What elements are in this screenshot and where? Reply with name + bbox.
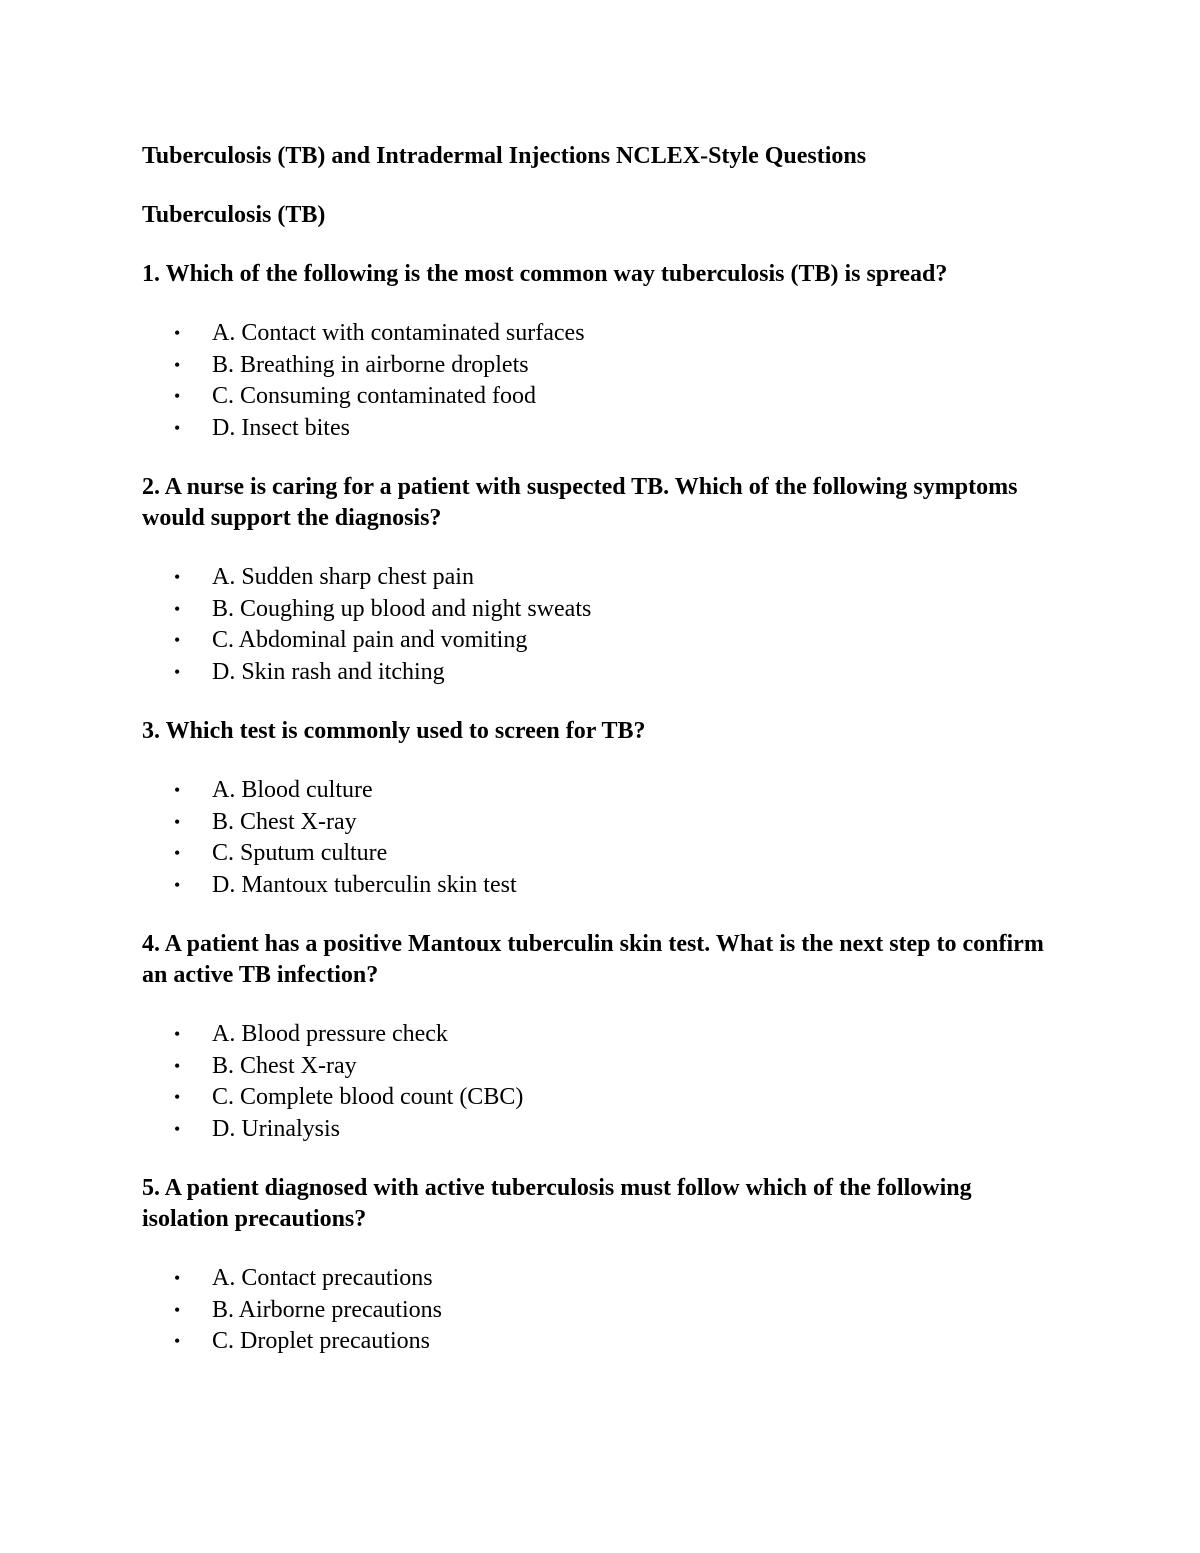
answer-option [142, 350, 1062, 382]
answer-option [142, 775, 1062, 807]
answer-option [142, 1114, 1062, 1146]
question-2 [142, 472, 1062, 688]
bullet-icon: • [174, 1055, 181, 1076]
answer-option [142, 838, 1062, 870]
option-text: B. Coughing up blood and night sweats [212, 595, 592, 622]
option-text: C. Complete blood count (CBC) [212, 1084, 524, 1110]
answer-option [142, 657, 1062, 689]
answer-option [142, 1019, 1062, 1051]
question-text: 5. A patient diagnosed with active tuberculosis must follow which of the following isolation precautions? [142, 1175, 972, 1232]
answer-option [142, 870, 1062, 902]
question-text: 4. A patient has a positive Mantoux tuberculin skin test. What is the next step to confirm an active TB infection? [142, 931, 1044, 988]
question-text: 3. Which test is commonly used to screen for TB? [142, 718, 646, 744]
bullet-icon: • [174, 661, 181, 682]
question-text: 2. A nurse is caring for a patient with suspected TB. Which of the following symptoms would support the diagnosis? [142, 474, 1018, 531]
answer-options [142, 318, 1062, 444]
option-text: B. Chest X-ray [212, 808, 357, 835]
answer-option [142, 807, 1062, 839]
option-text: A. Contact precautions [212, 1265, 433, 1291]
bullet-icon: • [174, 874, 181, 895]
bullet-icon: • [174, 843, 181, 863]
question-5 [142, 1173, 1062, 1358]
answer-option [142, 381, 1062, 413]
option-text: D. Insect bites [212, 414, 350, 441]
bullet-icon: • [174, 323, 181, 343]
answer-option [142, 1051, 1062, 1083]
option-text: B. Breathing in airborne droplets [212, 351, 529, 378]
document-page [142, 141, 1062, 1386]
bullet-icon: • [174, 1268, 181, 1288]
bullet-icon: • [174, 1087, 181, 1107]
option-text: B. Airborne precautions [212, 1296, 442, 1323]
answer-option [142, 594, 1062, 626]
answer-option [142, 318, 1062, 350]
answer-option [142, 413, 1062, 445]
answer-option [142, 1263, 1062, 1295]
option-text: A. Blood pressure check [212, 1021, 448, 1047]
question-4 [142, 929, 1062, 1145]
option-text: D. Mantoux tuberculin skin test [212, 871, 517, 898]
answer-options [142, 775, 1062, 901]
bullet-icon: • [174, 1118, 181, 1139]
option-text: C. Sputum culture [212, 840, 388, 866]
question-1 [142, 259, 1062, 444]
question-3 [142, 716, 1062, 901]
answer-option [142, 1295, 1062, 1327]
answer-option [142, 1326, 1062, 1358]
answer-options [142, 1263, 1062, 1358]
document-title: Tuberculosis (TB) and Intradermal Injections NCLEX-Style Questions [142, 143, 867, 169]
bullet-icon: • [174, 354, 181, 375]
option-text: D. Urinalysis [212, 1115, 340, 1142]
answer-option [142, 562, 1062, 594]
bullet-icon: • [174, 598, 181, 619]
bullet-icon: • [174, 811, 181, 832]
bullet-icon: • [174, 1331, 181, 1351]
option-text: C. Abdominal pain and vomiting [212, 627, 528, 653]
option-text: C. Consuming contaminated food [212, 383, 536, 409]
section-heading: Tuberculosis (TB) [142, 202, 326, 228]
option-text: A. Blood culture [212, 777, 373, 803]
answer-option [142, 1082, 1062, 1114]
bullet-icon: • [174, 1024, 181, 1044]
option-text: A. Contact with contaminated surfaces [212, 320, 585, 346]
option-text: D. Skin rash and itching [212, 658, 445, 685]
answer-options [142, 562, 1062, 688]
option-text: A. Sudden sharp chest pain [212, 564, 474, 590]
option-text: B. Chest X-ray [212, 1052, 357, 1079]
option-text: C. Droplet precautions [212, 1328, 430, 1354]
bullet-icon: • [174, 780, 181, 800]
answer-options [142, 1019, 1062, 1145]
answer-option [142, 625, 1062, 657]
bullet-icon: • [174, 567, 181, 587]
bullet-icon: • [174, 1299, 181, 1320]
question-text: 1. Which of the following is the most common way tuberculosis (TB) is spread? [142, 261, 948, 287]
bullet-icon: • [174, 630, 181, 650]
bullet-icon: • [174, 417, 181, 438]
bullet-icon: • [174, 386, 181, 406]
